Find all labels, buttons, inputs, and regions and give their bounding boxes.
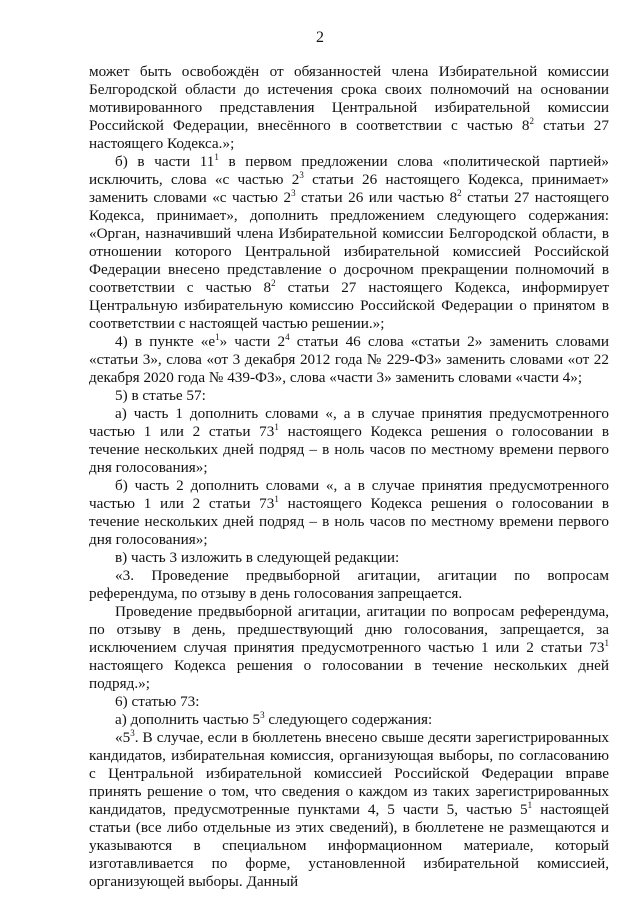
paragraph-quoted-part-5-3: «$5^3$. В случае, если в бюллетень внесено свыше десяти зарегистрированных кандидатов, избирательная комиссия, организующая выборы, по согласованию с Центральной избирательной комиссией Российской Федерации вправе принять решение о том, что сведения о каждом из таких зарегистрированных кандидатов, предусмотренные пунктами 4, 5 части 5, частью $5^1$ настоящей статьи (все либо отдельные из этих сведений), в бюллетене не размещаются и указываются в специальном информационном материале, который изготавливается по форме, установленной избирательной комиссией, организующей выборы. Данный xyxy=(89,727,609,890)
paragraph-subitem-v-part-3: в) часть 3 изложить в следующей редакции: xyxy=(115,549,400,566)
paragraph-item-5-article-57: 5) в статье 57: xyxy=(115,387,206,404)
page-number: 2 xyxy=(316,29,324,46)
paragraph-subitem-b-part-2: б) часть 2 дополнить словами «, а в случае принятия предусмотренного частью 1 или 2 статьи $73^1$ настоящего Кодекса решения о голосовании в течение нескольких дней подряд – в ноль часов по местному времени первого дня голосования»; xyxy=(89,477,609,548)
paragraph-item-4-article-46: 4) в пункте «$е^1$» части $2^4$ статьи 46 слова «статьи 2» заменить словами «статьи 3», слова «от 3 декабря 2012 года № 229-ФЗ» заменить словами «от 22 декабря 2020 года № 439-ФЗ», слова «части 3» заменить словами «части 4»; xyxy=(89,331,609,386)
paragraph-continuation: может быть освобождён от обязанностей члена Избирательной комиссии Белгородской области до истечения срока своих полномочий на основании мотивированного представления Центральной избирательной комиссии Российской Федерации, внесённого в соответствии с частью $8^2$ статьи 27 настоящего Кодекса.»; xyxy=(89,63,609,152)
document-body xyxy=(89,63,609,891)
paragraph-item-b-part-11-1: б) в части $11^1$ в первом предложении слова «политической партией» исключить, слова «с частью $2^3$ статьи 26 настоящего Кодекса, принимает» заменить словами «с частью $2^3$ статьи 26 или частью $8^2$ статьи 27 настоящего Кодекса, принимает», дополнить предложением следующего содержания: «Орган, назначивший члена Избирательной комиссии Белгородской области, в отношении которого Центральной избирательной комиссией Российской Федерации внесено представление о досрочном прекращении полномочий в соответствии с частью $8^2$ статьи 27 настоящего Кодекса, информирует Центральную избирательную комиссию Российской Федерации о принятом в соответствии с настоящей частью решении.»; xyxy=(89,151,610,332)
paragraph-quoted-part-3: «3. Проведение предвыборной агитации, агитации по вопросам референдума, по отзыву в день голосования запрещается. xyxy=(89,567,609,602)
paragraph-subitem-a-part-1: а) часть 1 дополнить словами «, а в случае принятия предусмотренного частью 1 или 2 статьи $73^1$ настоящего Кодекса решения о голосовании в течение нескольких дней подряд – в ноль часов по местному времени первого дня голосования»; xyxy=(89,405,609,476)
paragraph-subitem-a-part-5-3: а) дополнить частью $5^3$ следующего содержания: xyxy=(115,709,433,728)
paragraph-agitation-ban: Проведение предвыборной агитации, агитации по вопросам референдума, по отзыву в день, предшествующий дню голосования, запрещается, за исключением случая принятия предусмотренного частью 1 или 2 статьи $73^1$ настоящего Кодекса решения о голосовании в течение нескольких дней подряд.»; xyxy=(89,603,609,692)
paragraph-item-6-article-73: 6) статью 73: xyxy=(115,693,200,710)
